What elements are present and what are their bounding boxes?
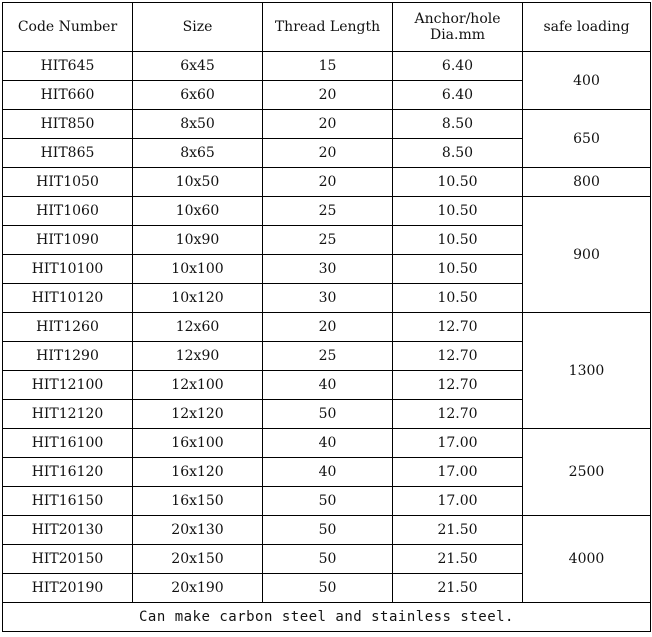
cell-thread-length: 50	[263, 545, 393, 574]
cell-thread-length: 20	[263, 313, 393, 342]
cell-thread-length: 25	[263, 197, 393, 226]
cell-size: 16x100	[133, 429, 263, 458]
cell-code-number: HIT10120	[3, 284, 133, 313]
cell-size: 8x65	[133, 139, 263, 168]
cell-thread-length: 20	[263, 139, 393, 168]
cell-thread-length: 50	[263, 574, 393, 603]
cell-thread-length: 40	[263, 429, 393, 458]
cell-size: 16x120	[133, 458, 263, 487]
cell-code-number: HIT1060	[3, 197, 133, 226]
cell-size: 20x130	[133, 516, 263, 545]
cell-code-number: HIT16120	[3, 458, 133, 487]
cell-safe-loading: 2500	[523, 429, 651, 516]
cell-code-number: HIT660	[3, 81, 133, 110]
cell-anchor-hole-dia: 21.50	[393, 545, 523, 574]
cell-thread-length: 30	[263, 255, 393, 284]
cell-anchor-hole-dia: 12.70	[393, 400, 523, 429]
header-safe-loading: safe loading	[523, 3, 651, 52]
cell-anchor-hole-dia: 12.70	[393, 371, 523, 400]
header-row	[3, 3, 651, 52]
cell-code-number: HIT12100	[3, 371, 133, 400]
cell-thread-length: 50	[263, 400, 393, 429]
cell-anchor-hole-dia: 10.50	[393, 226, 523, 255]
cell-anchor-hole-dia: 12.70	[393, 313, 523, 342]
cell-anchor-hole-dia: 6.40	[393, 52, 523, 81]
cell-thread-length: 25	[263, 226, 393, 255]
cell-safe-loading: 800	[523, 168, 651, 197]
header-size: Size	[133, 3, 263, 52]
table-row	[3, 110, 651, 139]
cell-code-number: HIT16100	[3, 429, 133, 458]
cell-anchor-hole-dia: 21.50	[393, 574, 523, 603]
cell-anchor-hole-dia: 12.70	[393, 342, 523, 371]
cell-size: 10x100	[133, 255, 263, 284]
cell-code-number: HIT16150	[3, 487, 133, 516]
note-text: Can make carbon steel and stainless steel.	[3, 603, 651, 632]
cell-thread-length: 20	[263, 110, 393, 139]
header-anchor-line2: Dia.mm	[429, 27, 486, 43]
cell-anchor-hole-dia: 6.40	[393, 81, 523, 110]
table-row	[3, 197, 651, 226]
cell-thread-length: 50	[263, 516, 393, 545]
cell-anchor-hole-dia: 10.50	[393, 197, 523, 226]
cell-code-number: HIT865	[3, 139, 133, 168]
table-row	[3, 429, 651, 458]
cell-size: 6x45	[133, 52, 263, 81]
cell-code-number: HIT12120	[3, 400, 133, 429]
cell-thread-length: 15	[263, 52, 393, 81]
cell-size: 10x90	[133, 226, 263, 255]
cell-size: 20x190	[133, 574, 263, 603]
header-anchor-line1: Anchor/hole	[414, 11, 501, 27]
cell-safe-loading: 900	[523, 197, 651, 313]
cell-thread-length: 40	[263, 458, 393, 487]
table-row	[3, 168, 651, 197]
cell-size: 20x150	[133, 545, 263, 574]
header-thread-length: Thread Length	[263, 3, 393, 52]
cell-thread-length: 50	[263, 487, 393, 516]
cell-anchor-hole-dia: 17.00	[393, 429, 523, 458]
cell-thread-length: 20	[263, 81, 393, 110]
cell-size: 12x100	[133, 371, 263, 400]
cell-safe-loading: 400	[523, 52, 651, 110]
cell-safe-loading: 650	[523, 110, 651, 168]
cell-size: 10x50	[133, 168, 263, 197]
table-body	[3, 52, 651, 603]
cell-size: 12x120	[133, 400, 263, 429]
cell-size: 10x120	[133, 284, 263, 313]
cell-safe-loading: 1300	[523, 313, 651, 429]
cell-anchor-hole-dia: 10.50	[393, 255, 523, 284]
table-row	[3, 313, 651, 342]
header-code-number: Code Number	[3, 3, 133, 52]
header-anchor-hole-dia	[393, 3, 523, 52]
cell-code-number: HIT20130	[3, 516, 133, 545]
cell-thread-length: 25	[263, 342, 393, 371]
cell-anchor-hole-dia: 21.50	[393, 516, 523, 545]
table-row	[3, 516, 651, 545]
cell-anchor-hole-dia: 17.00	[393, 458, 523, 487]
cell-thread-length: 40	[263, 371, 393, 400]
cell-anchor-hole-dia: 17.00	[393, 487, 523, 516]
table-row	[3, 52, 651, 81]
cell-size: 16x150	[133, 487, 263, 516]
cell-anchor-hole-dia: 10.50	[393, 284, 523, 313]
cell-code-number: HIT10100	[3, 255, 133, 284]
spec-table	[2, 2, 651, 632]
cell-code-number: HIT1050	[3, 168, 133, 197]
cell-code-number: HIT645	[3, 52, 133, 81]
cell-code-number: HIT20150	[3, 545, 133, 574]
cell-size: 12x90	[133, 342, 263, 371]
cell-thread-length: 20	[263, 168, 393, 197]
cell-code-number: HIT20190	[3, 574, 133, 603]
cell-code-number: HIT1090	[3, 226, 133, 255]
cell-anchor-hole-dia: 8.50	[393, 110, 523, 139]
cell-safe-loading: 4000	[523, 516, 651, 603]
cell-size: 8x50	[133, 110, 263, 139]
cell-anchor-hole-dia: 8.50	[393, 139, 523, 168]
cell-thread-length: 30	[263, 284, 393, 313]
cell-code-number: HIT850	[3, 110, 133, 139]
cell-code-number: HIT1290	[3, 342, 133, 371]
cell-size: 10x60	[133, 197, 263, 226]
note-row	[3, 603, 651, 632]
cell-code-number: HIT1260	[3, 313, 133, 342]
cell-size: 6x60	[133, 81, 263, 110]
cell-size: 12x60	[133, 313, 263, 342]
cell-anchor-hole-dia: 10.50	[393, 168, 523, 197]
